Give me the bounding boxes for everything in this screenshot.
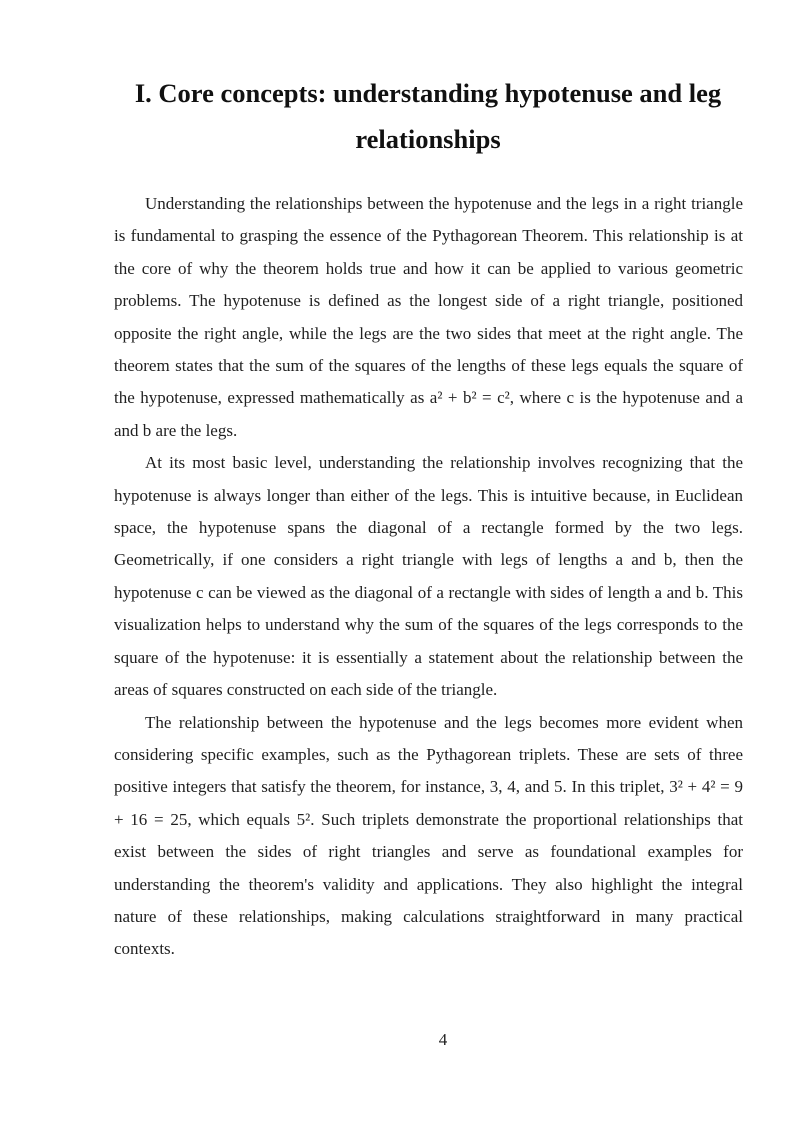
- section-heading: I. Core concepts: understanding hypotenuse and leg relationships: [134, 78, 722, 154]
- paragraph-3: The relationship between the hypotenuse and the legs becomes more evident when considering specific examples, such as the Pythagorean triplets. These are sets of three positive integers that satisfy the theorem, for instance, 3, 4, and 5. In this triplet, 3² + 4² = 9 + 16 = 25, which equals 5². Such triplets demonstrate the proportional relationships that exist between the sides of right triangles and serve as foundational examples for understanding the theorem's validity and applications. They also highlight the integral nature of these relationships, making calculations straightforward in many practical contexts.: [114, 712, 743, 959]
- paragraph-2: At its most basic level, understanding the relationship involves recognizing that the hypotenuse is always longer than either of the legs. This is intuitive because, in Euclidean space, the hypotenuse spans the diagonal of a rectangle formed by the two legs. Geometrically, if one considers a right triangle with legs of lengths a and b, then the hypotenuse c can be viewed as the diagonal of a rectangle with sides of length a and b. This visualization helps to understand why the sum of the squares of the legs corresponds to the square of the hypotenuse: it is essentially a statement about the relationship between the areas of squares constructed on each side of the triangle.: [114, 453, 743, 700]
- paragraph-1: Understanding the relationships between the hypotenuse and the legs in a right triangle is fundamental to grasping the essence of the Pythagorean Theorem. This relationship is at the core of why the theorem holds true and how it can be applied to various geometric problems. The hypotenuse is defined as the longest side of a right triangle, positioned opposite the right angle, while the legs are the two sides that meet at the right angle. The theorem states that the sum of the squares of the lengths of these legs equals the square of the hypotenuse, expressed mathematically as a² + b² = c², where c is the hypotenuse and a and b are the legs.: [114, 194, 743, 440]
- page-number: 4: [438, 1030, 448, 1049]
- body-text: [114, 188, 743, 966]
